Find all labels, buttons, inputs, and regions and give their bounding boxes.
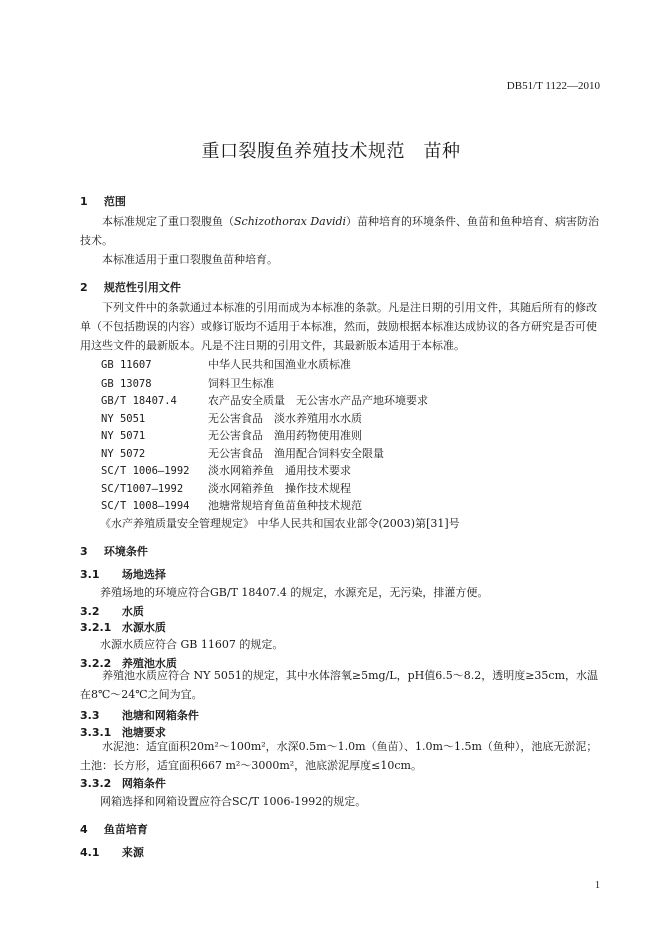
section-3-2-heading (80, 603, 144, 619)
reference-code: NY 5051 (101, 413, 146, 425)
section-number: 3.3 (80, 709, 100, 722)
reference-code: SC/T1007—1992 (101, 483, 184, 495)
section-number: 3.3.1 (80, 726, 112, 739)
pond-water-text: 养殖池水质应符合 NY 5051的规定，其中水体溶氧≥5mg/L，pH值6.5～8.2，透明度≥35cm，水温在8℃～24℃之间为宜。 (80, 669, 598, 701)
section-title: 池塘和网箱条件 (121, 709, 199, 722)
reference-item (101, 427, 362, 443)
scientific-name: Schizothorax Davidi (234, 215, 347, 228)
net-cage-text: 网箱选择和网箱设置应符合SC/T 1006-1992的规定。 (100, 795, 367, 808)
section-3-heading (80, 543, 148, 559)
section-title: 鱼苗培育 (103, 823, 148, 836)
reference-name: 农产品安全质量 无公害水产品产地环境要求 (208, 394, 428, 407)
section-number: 1 (80, 195, 88, 208)
section-3-1-heading (80, 566, 166, 582)
source-water-text: 水源水质应符合 GB 11607 的规定。 (100, 638, 284, 651)
section-title: 养殖池水质 (121, 657, 177, 670)
reference-code: NY 5072 (101, 448, 146, 460)
reference-name: 无公害食品 淡水养殖用水水质 (208, 412, 362, 425)
section-title: 池塘要求 (121, 726, 166, 739)
section-4-1-heading (80, 844, 144, 860)
reference-item (101, 375, 274, 391)
scope-text-b: ）苗种培育的环境条件、鱼苗和鱼种培育、病害防治技术。 (80, 215, 600, 247)
section-title: 水质 (121, 605, 144, 618)
pond-requirement-text: 水泥池：适宜面积20m²～100m²，水深0.5m～1.0m（鱼苗）、1.0m～1.5m（鱼种），池底无淤泥；土池：长方形，适宜面积667 m²～3000m²，池底淤泥厚度≤10cm。 (80, 740, 598, 772)
section-3-2-1-heading (80, 619, 166, 635)
reference-code: SC/T 1008—1994 (101, 500, 190, 512)
reference-item (101, 392, 428, 408)
reference-name: 无公害食品 渔用药物使用准则 (208, 429, 362, 442)
section-title: 水源水质 (121, 621, 166, 634)
section-title: 来源 (121, 846, 144, 859)
section-4-heading (80, 821, 148, 837)
section-title: 场地选择 (121, 568, 166, 581)
reference-name: 中华人民共和国渔业水质标准 (208, 358, 351, 371)
section-3-3-2-heading (80, 775, 166, 791)
reference-code: GB/T 18407.4 (101, 395, 177, 407)
reference-code: GB 13078 (101, 378, 152, 390)
section-number: 2 (80, 281, 88, 294)
reference-code: NY 5071 (101, 430, 146, 442)
reference-item (101, 410, 362, 426)
site-selection-text: 养殖场地的环境应符合GB/T 18407.4 的规定，水源充足，无污染，排灌方便。 (100, 586, 489, 599)
section-title: 环境条件 (103, 545, 148, 558)
page-number: 1 (595, 880, 600, 891)
reference-name: 无公害食品 渔用配合饲料安全限量 (208, 447, 384, 460)
reference-code: GB 11607 (101, 359, 152, 371)
reference-name: 饲料卫生标准 (208, 377, 274, 390)
reference-regulation: 《水产养殖质量安全管理规定》 中华人民共和国农业部令(2003)第[31]号 (100, 517, 460, 530)
section-1-heading (80, 193, 126, 209)
section-number: 3.1 (80, 568, 100, 581)
scope-text-a: 本标准规定了重口裂腹鱼（ (102, 215, 234, 228)
references-intro: 下列文件中的条款通过本标准的引用而成为本标准的条款。凡是注日期的引用文件，其随后所有的修改单（不包括勘误的内容）或修订版均不适用于本标准，然而，鼓励根据本标准达成协议的各方研究是否可使用这些文件的最新版本。凡是不注日期的引用文件，其最新版本适用于本标准。 (80, 301, 597, 352)
scope-paragraph (80, 212, 600, 250)
page-title: 重口裂腹鱼养殖技术规范 苗种 (201, 141, 461, 162)
section-number: 3.2.2 (80, 657, 112, 670)
reference-item (101, 356, 351, 372)
reference-item (101, 445, 384, 461)
document-code: DB51/T 1122—2010 (506, 80, 600, 92)
reference-code: SC/T 1006—1992 (101, 465, 190, 477)
reference-item (101, 480, 351, 496)
reference-name: 淡水网箱养鱼 通用技术要求 (208, 464, 351, 477)
section-title: 规范性引用文件 (103, 281, 181, 294)
section-title: 网箱条件 (121, 777, 166, 790)
applicability-paragraph: 本标准适用于重口裂腹鱼苗种培育。 (102, 253, 278, 266)
reference-item (101, 462, 351, 478)
section-number: 3 (80, 545, 88, 558)
section-title: 范围 (103, 195, 126, 208)
reference-name: 池塘常规培育鱼苗鱼种技术规范 (208, 499, 362, 512)
section-number: 4.1 (80, 846, 100, 859)
reference-name: 淡水网箱养鱼 操作技术规程 (208, 482, 351, 495)
section-number: 3.2.1 (80, 621, 112, 634)
section-2-heading (80, 279, 181, 295)
section-number: 4 (80, 823, 88, 836)
section-3-3-heading (80, 707, 199, 723)
reference-item (101, 497, 362, 513)
section-number: 3.3.2 (80, 777, 112, 790)
section-number: 3.2 (80, 605, 100, 618)
